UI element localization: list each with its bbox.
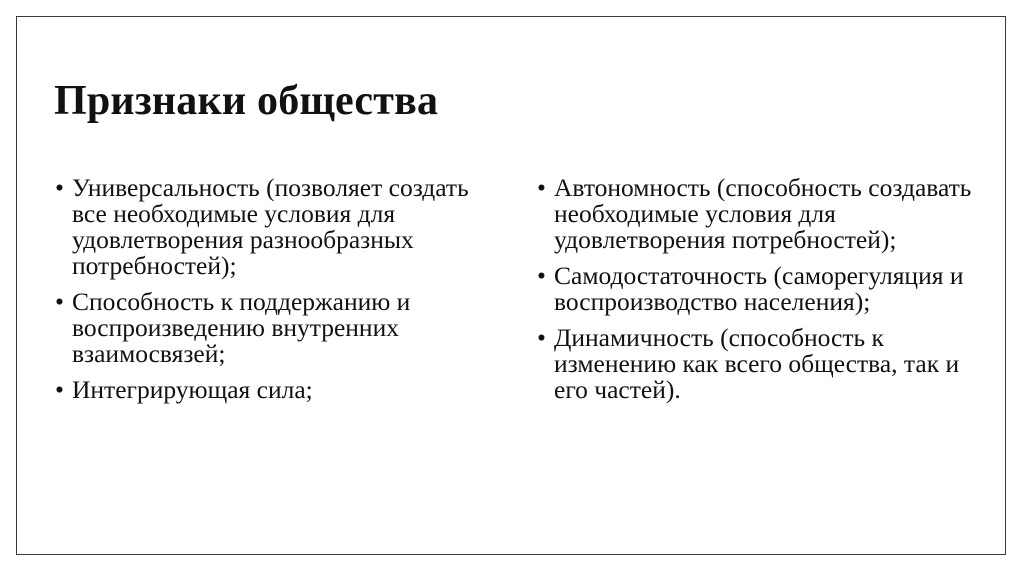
- list-item-text: Интегрирующая сила;: [72, 375, 313, 404]
- list-item-text: Универсальность (позволяет создать все необходимые условия для удовлетворения разнообразных потребностей);: [72, 173, 469, 280]
- slide-title: Признаки общества: [54, 78, 439, 124]
- right-bullet-list: [536, 175, 976, 413]
- list-item-text: Автономность (способность создавать необходимые условия для удовлетворения потребностей);: [554, 173, 972, 254]
- list-item: [54, 377, 494, 403]
- bullet-icon: •: [537, 323, 546, 352]
- bullet-icon: •: [55, 375, 64, 404]
- list-item-text: Динамичность (способность к изменению как всего общества, так и его частей).: [554, 323, 960, 404]
- bullet-icon: •: [55, 287, 64, 316]
- list-item: [536, 175, 976, 253]
- list-item: [54, 289, 494, 367]
- left-bullet-list: [54, 175, 494, 413]
- bullet-icon: •: [537, 173, 546, 202]
- list-item: [536, 263, 976, 315]
- list-item-text: Самодостаточность (саморегуляция и воспроизводство населения);: [554, 261, 964, 316]
- list-item: [54, 175, 494, 279]
- bullet-icon: •: [537, 261, 546, 290]
- bullet-icon: •: [55, 173, 64, 202]
- list-item: [536, 325, 976, 403]
- list-item-text: Способность к поддержанию и воспроизведению внутренних взаимосвязей;: [72, 287, 411, 368]
